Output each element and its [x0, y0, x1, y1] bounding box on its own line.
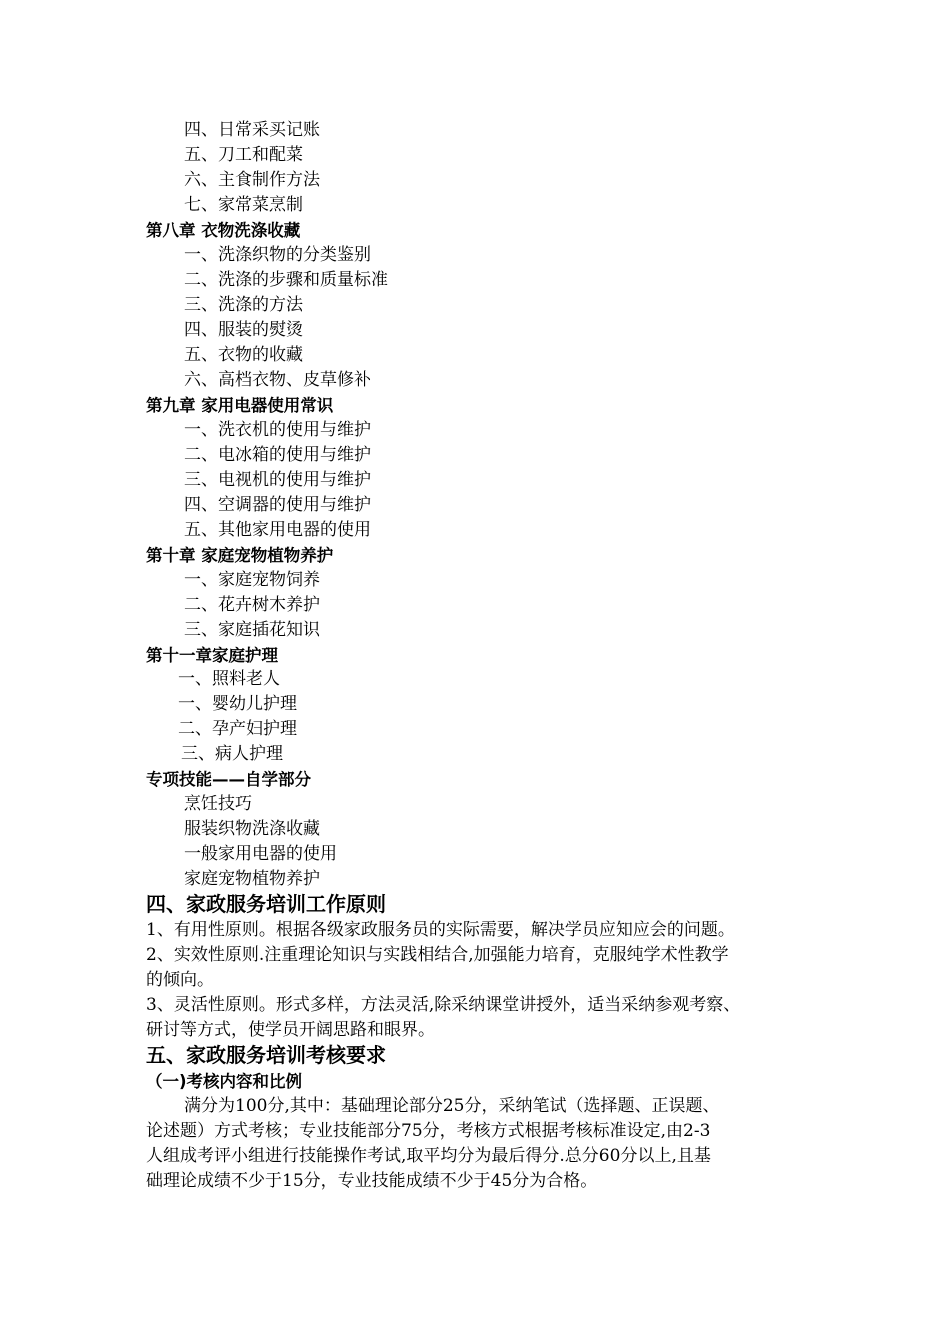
chapter11-title: 第十一章家庭护理	[146, 646, 278, 665]
section4-paragraph-line: 的倾向。	[146, 970, 214, 990]
section5-paragraph-line: 人组成考评小组进行技能操作考试,取平均分为最后得分.总分60分以上,且基	[146, 1146, 711, 1166]
chapter10-item: 三、家庭插花知识	[184, 620, 320, 640]
chapter8-item: 三、洗涤的方法	[184, 295, 303, 315]
chapter8-item: 六、高档衣物、皮草修补	[184, 370, 371, 390]
special-skills-title: 专项技能——自学部分	[146, 770, 311, 789]
chapter9-item: 三、电视机的使用与维护	[184, 470, 371, 490]
chapter8-item: 一、洗涤织物的分类鉴别	[184, 245, 371, 265]
chapter9-item: 二、电冰箱的使用与维护	[184, 445, 371, 465]
chapter8-item: 五、衣物的收藏	[184, 345, 303, 365]
chapter7-item: 五、刀工和配菜	[184, 145, 303, 165]
section4-paragraph-line: 2、实效性原则.注重理论知识与实践相结合,加强能力培育，克服纯学术性教学	[146, 945, 729, 965]
chapter10-item: 二、花卉树木养护	[184, 595, 320, 615]
chapter8-title: 第八章 衣物洗涤收藏	[146, 221, 301, 240]
section4-paragraph-line: 1、有用性原则。根据各级家政服务员的实际需要，解决学员应知应会的问题。	[146, 920, 735, 940]
section4-heading: 四、家政服务培训工作原则	[146, 892, 386, 916]
special-skills-item: 家庭宠物植物养护	[184, 869, 320, 889]
special-skills-item: 烹饪技巧	[184, 794, 252, 814]
chapter11-item: 一、照料老人	[178, 669, 280, 689]
chapter10-item: 一、家庭宠物饲养	[184, 570, 320, 590]
special-skills-item: 一般家用电器的使用	[184, 844, 337, 864]
section5-paragraph-line: 论述题）方式考核；专业技能部分75分，考核方式根据考核标准设定,由2-3	[146, 1121, 711, 1141]
special-skills-item: 服装织物洗涤收藏	[184, 819, 320, 839]
chapter9-item: 一、洗衣机的使用与维护	[184, 420, 371, 440]
chapter11-item: 二、孕产妇护理	[178, 719, 297, 739]
chapter7-item: 六、主食制作方法	[184, 170, 320, 190]
chapter8-item: 二、洗涤的步骤和质量标准	[184, 270, 388, 290]
chapter7-item: 四、日常采买记账	[184, 120, 320, 140]
chapter9-item: 四、空调器的使用与维护	[184, 495, 371, 515]
section4-paragraph-line: 3、灵活性原则。形式多样，方法灵活,除采纳课堂讲授外，适当采纳参观考察、	[146, 995, 741, 1015]
chapter7-item: 七、家常菜烹制	[184, 195, 303, 215]
chapter8-item: 四、服装的熨烫	[184, 320, 303, 340]
chapter10-title: 第十章 家庭宠物植物养护	[146, 546, 334, 565]
chapter11-item: 三、病人护理	[181, 744, 283, 764]
section5-subheading: （一)考核内容和比例	[146, 1072, 303, 1091]
chapter9-title: 第九章 家用电器使用常识	[146, 396, 334, 415]
section5-paragraph-line: 满分为100分,其中：基础理论部分25分，采纳笔试（选择题、正误题、	[184, 1096, 720, 1116]
chapter11-item: 一、婴幼儿护理	[178, 694, 297, 714]
section5-paragraph-line: 础理论成绩不少于15分，专业技能成绩不少于45分为合格。	[146, 1171, 598, 1191]
section5-heading: 五、家政服务培训考核要求	[146, 1043, 386, 1067]
section4-paragraph-line: 研讨等方式，使学员开阔思路和眼界。	[146, 1020, 435, 1040]
chapter9-item: 五、其他家用电器的使用	[184, 520, 371, 540]
